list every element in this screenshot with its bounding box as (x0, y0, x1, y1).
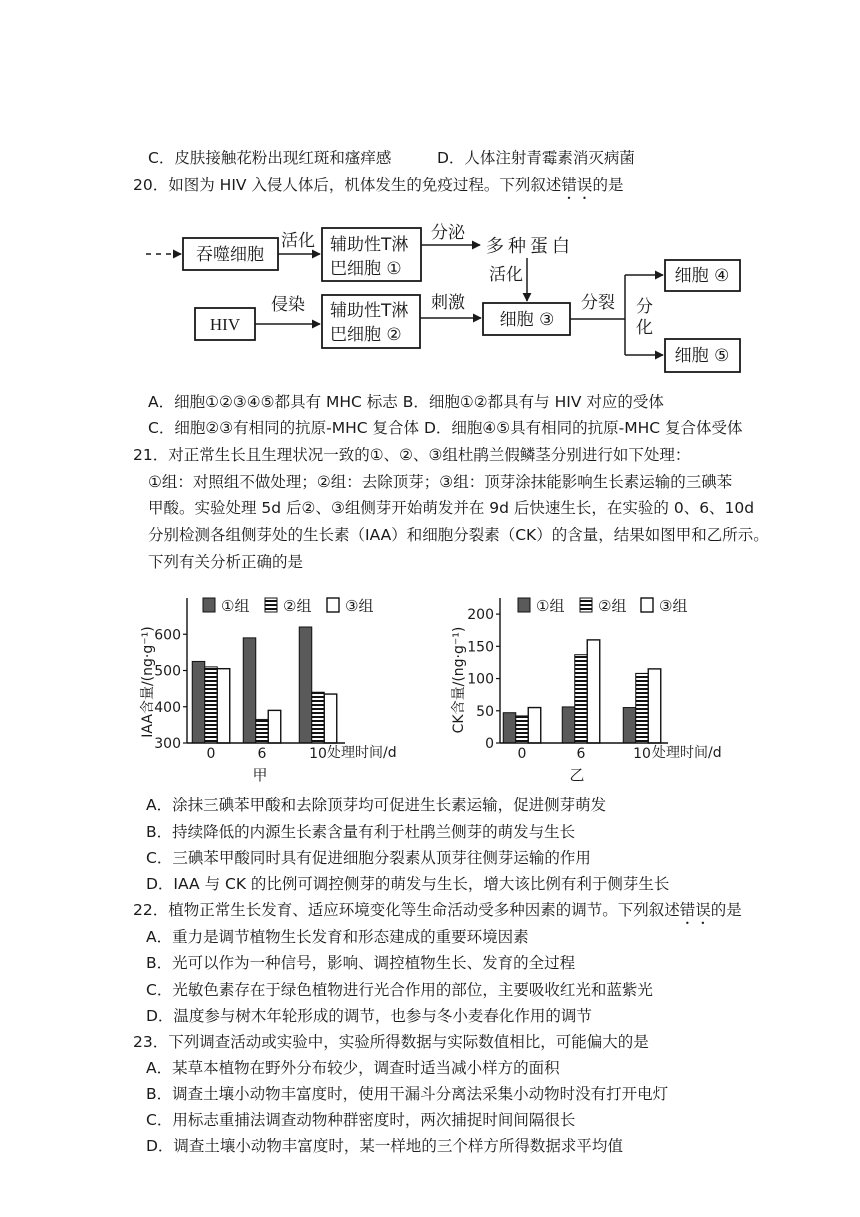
y-tick-label: 500 (154, 663, 181, 680)
bar-iaa-group3-day0 (217, 669, 230, 743)
helper-t-cell-2-label-line1: 辅助性T淋 (330, 301, 409, 321)
bar-ck-group3-day0 (528, 708, 541, 743)
bar-ck-group1-day0 (503, 713, 516, 743)
infect-label: 侵染 (271, 295, 305, 315)
bar-ck-group2-day10 (636, 673, 649, 743)
hiv-label: HIV (209, 315, 241, 334)
bar-ck-group3-day6 (587, 640, 600, 743)
bar-ck-group2-day6 (575, 655, 588, 743)
bar-iaa-group3-day6 (268, 710, 281, 743)
y-tick-label: 0 (485, 736, 494, 752)
q21-charts (0, 585, 860, 790)
q23-stem (133, 1032, 649, 1052)
q22-option-a: A．重力是调节植物生长发育和形态建成的重要环境因素 (146, 928, 529, 946)
bar-iaa-group3-day10 (324, 694, 337, 743)
y-tick-label: 300 (154, 736, 181, 752)
y-axis-title: IAA含量/(ng·g⁻¹) (140, 626, 156, 738)
y-tick-label: 600 (154, 627, 181, 644)
q21-option-a: A．涂抹三碘苯甲酸和去除顶芽均可促进生长素运输，促进侧芽萌发 (146, 796, 607, 814)
bar-iaa-group2-day0 (205, 667, 218, 743)
immune-process-diagram (0, 210, 860, 385)
q22-option-b: B．光可以作为一种信号，影响、调控植物生长、发育的全过程 (146, 954, 576, 972)
y-tick-label: 150 (467, 639, 494, 656)
q23-stem-text: 下列调查活动或实验中，实验所得数据与实际数值相比，可能偏大的是 (168, 1033, 649, 1051)
bar-iaa-group2-day10 (312, 692, 325, 743)
divide-label: 分裂 (581, 293, 615, 313)
legend-swatch-group-3 (327, 598, 339, 612)
q23-option-d: D．调查土壤小动物丰富度时，某一样地的三个样方所得数据求平均值 (146, 1137, 623, 1155)
chart-caption: 甲 (252, 766, 268, 784)
q20-stem (133, 175, 623, 195)
q22-stem (133, 900, 742, 920)
chart-iaa-plot-area (154, 598, 345, 762)
chart-ck (451, 597, 722, 784)
x-tick-label: 0 (206, 746, 216, 762)
q20-option-a: A．细胞①②③④⑤都具有 MHC 标志 (148, 393, 398, 411)
q23-option-c: C．用标志重捕法调查动物种群密度时，两次捕捉时间间隔很长 (146, 1111, 576, 1129)
legend-label-group-1: ①组 (221, 597, 250, 615)
differentiate-label: 分化 (632, 297, 652, 339)
q23-number: 23． (133, 1033, 169, 1051)
legend-label-group-3: ③组 (659, 597, 688, 615)
helper-t-cell-2-label-line2: 巴细胞 ② (330, 325, 402, 345)
y-tick-label: 100 (467, 671, 494, 688)
q21-stem-line-2: ①组：对照组不做处理；②组：去除顶芽；③组：顶芽涂抹能影响生长素运输的三碘苯 (148, 473, 733, 491)
secrete-label: 分泌 (431, 223, 465, 243)
q23-option-a: A．某草本植物在野外分布较少，调查时适当减小样方的面积 (146, 1059, 560, 1077)
chart-ck-plot-area (467, 598, 668, 762)
q20-stem-end: 的是 (592, 176, 624, 194)
q22-option-d: D．温度参与树木年轮形成的调节，也参与冬小麦春化作用的调节 (146, 1007, 592, 1025)
activate-label-1: 活化 (281, 231, 315, 251)
helper-t-cell-1-label-line1: 辅助性T淋 (330, 235, 409, 255)
q20-stem-emphasis: 错误 (561, 176, 593, 194)
q21-option-c: C．三碘苯甲酸同时具有促进细胞分裂素从顶芽往侧芽运输的作用 (146, 849, 591, 867)
q19-option-d: D．人体注射青霉素消灭病菌 (437, 149, 635, 167)
x-tick-label: 6 (576, 746, 586, 762)
phagocyte-label: 吞噬细胞 (196, 245, 264, 265)
q20-stem-text: 如图为 HIV 入侵人体后，机体发生的免疫过程。下列叙述 (168, 176, 562, 194)
bar-ck-group1-day6 (562, 707, 575, 743)
x-axis-title: 处理时间/d (652, 745, 722, 761)
bar-iaa-group1-day0 (192, 661, 205, 743)
y-tick-label: 200 (467, 607, 494, 624)
bar-ck-group2-day0 (516, 716, 529, 743)
bar-iaa-group1-day10 (299, 627, 312, 743)
x-axis-title: 处理时间/d (327, 745, 397, 761)
activate-label-2: 活化 (489, 265, 523, 285)
legend-label-group-3: ③组 (345, 597, 374, 615)
q22-stem-emphasis: 错误 (679, 901, 711, 919)
q20-option-d: D．细胞④⑤具有相同的抗原-MHC 复合体受体 (423, 419, 743, 437)
q21-stem-text-1: 对正常生长且生理状况一致的①、②、③组杜鹃兰假鳞茎分别进行如下处理： (168, 446, 691, 464)
q21-stem-line-4: 分别检测各组侧芽处的生长素（IAA）和细胞分裂素（CK）的含量，结果如图甲和乙所示。 (148, 526, 769, 544)
y-tick-label: 400 (154, 699, 181, 716)
y-axis-title: CK含量/(ng·g⁻¹) (451, 626, 467, 734)
q20-option-b: B．细胞①②都具有与 HIV 对应的受体 (402, 393, 664, 411)
q21-option-b: B．持续降低的内源生长素含量有利于杜鹃兰侧芽的萌发与生长 (146, 823, 576, 841)
q19-option-c: C．皮肤接触花粉出现红斑和瘙痒感 (148, 149, 392, 167)
bar-ck-group1-day10 (623, 708, 636, 743)
q20-options-ab (148, 392, 664, 412)
x-tick-label: 10 (309, 746, 327, 762)
legend-label-group-2: ②组 (283, 597, 312, 615)
q21-stem-line-5: 下列有关分析正确的是 (148, 553, 304, 571)
bar-ck-group3-day10 (648, 669, 661, 743)
q20-options-cd (148, 418, 743, 438)
cell-3-label: 细胞 ③ (499, 310, 555, 330)
bar-iaa-group1-day6 (243, 638, 256, 743)
x-tick-label: 0 (517, 746, 527, 762)
q22-option-c: C．光敏色素存在于绿色植物进行光合作用的部位，主要吸收红光和蓝紫光 (146, 981, 653, 999)
q23-option-b: B．调查土壤小动物丰富度时，使用干漏斗分离法采集小动物时没有打开电灯 (146, 1085, 669, 1103)
legend-label-group-1: ①组 (536, 597, 565, 615)
cell-4-label: 细胞 ④ (674, 266, 730, 286)
x-tick-label: 6 (257, 746, 267, 762)
x-tick-label: 10 (633, 746, 651, 762)
legend-swatch-group-1 (203, 598, 215, 612)
q21-number: 21． (133, 446, 169, 464)
chart-iaa (140, 597, 397, 784)
q20-option-c: C．细胞②③有相同的抗原-MHC 复合体 (148, 419, 419, 437)
y-tick-label: 50 (476, 703, 494, 720)
q21-stem-line-3: 甲酸。实验处理 5d 后②、③组侧芽开始萌发并在 9d 后快速生长，在实验的 0、6、10d (148, 499, 755, 517)
q20-number: 20． (133, 176, 169, 194)
stimulate-label: 刺激 (431, 293, 465, 313)
legend-label-group-2: ②组 (598, 597, 627, 615)
legend-swatch-group-1 (518, 598, 530, 612)
q22-stem-end: 的是 (710, 901, 742, 919)
q21-option-d: D．IAA 与 CK 的比例可调控侧芽的萌发与生长，增大该比例有利于侧芽生长 (146, 875, 670, 893)
legend-swatch-group-2 (580, 598, 592, 612)
chart-caption: 乙 (569, 766, 585, 784)
q22-stem-text: 植物正常生长发育、适应环境变化等生命活动受多种因素的调节。下列叙述 (168, 901, 680, 919)
q22-number: 22． (133, 901, 169, 919)
bar-iaa-group2-day6 (256, 719, 269, 743)
legend-swatch-group-2 (265, 598, 277, 612)
q21-stem-line-1 (133, 445, 690, 465)
proteins-label: 多种蛋白 (486, 236, 574, 257)
legend-swatch-group-3 (641, 598, 653, 612)
cell-5-label: 细胞 ⑤ (674, 346, 730, 366)
helper-t-cell-1-label-line2: 巴细胞 ① (330, 259, 402, 279)
